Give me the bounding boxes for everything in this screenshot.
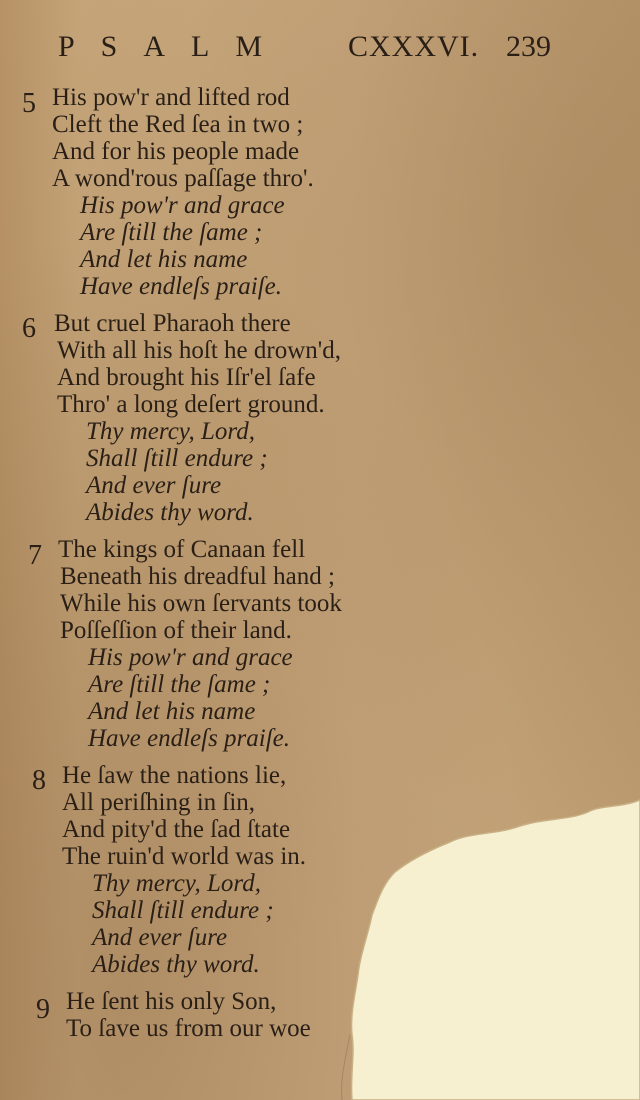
verse-line: To ſave us from our woe: [66, 1015, 311, 1042]
verse-number: 7: [28, 540, 42, 571]
verse-number: 5: [22, 88, 36, 119]
refrain-line: Thy mercy, Lord,: [86, 418, 255, 445]
verse-line: All periſhing in ſin,: [62, 789, 256, 816]
refrain-line: And let his name: [88, 698, 256, 725]
verse-line: Cleft the Red ſea in two ;: [52, 111, 304, 138]
page-header: [58, 30, 550, 66]
verse-number: 9: [36, 994, 50, 1025]
refrain-line: Are ſtill the ſame ;: [80, 219, 263, 246]
refrain-line: Have endleſs praiſe.: [88, 725, 291, 752]
verse-line: The kings of Canaan fell: [58, 536, 306, 563]
refrain-line: His pow'r and grace: [80, 192, 285, 219]
verse-line: The ruin'd world was in.: [62, 843, 307, 870]
refrain-line: Have endleſs praiſe.: [80, 273, 283, 300]
refrain-line: Shall ſtill endure ;: [86, 445, 268, 472]
verse-line: He ſent his only Son,: [66, 988, 277, 1015]
verse-line: He ſaw the nations lie,: [62, 762, 287, 789]
running-head: PSALM: [58, 30, 289, 63]
verse-line: And pity'd the ſad ſtate: [62, 816, 291, 843]
verse-line: Poſſeſſion of their land.: [60, 617, 292, 644]
verse-number: 6: [22, 313, 36, 344]
refrain-line: Abides thy word.: [86, 499, 254, 526]
page-number: 239: [506, 30, 551, 63]
refrain-line: And ever ſure: [92, 924, 228, 951]
refrain-line: His pow'r and grace: [88, 644, 293, 671]
refrain-line: And let his name: [80, 246, 248, 273]
refrain-line: Thy mercy, Lord,: [92, 870, 261, 897]
verse-line: A wond'rous paſſage thro'.: [52, 165, 314, 192]
verse-line: With all his hoſt he drown'd,: [57, 337, 342, 364]
refrain-line: Are ſtill the ſame ;: [88, 671, 271, 698]
verse-number: 8: [32, 765, 46, 796]
verse-line: And for his people made: [52, 138, 300, 165]
refrain-line: And ever ſure: [86, 472, 222, 499]
verse-line: Beneath his dreadful hand ;: [60, 563, 335, 590]
verse-line: While his own ſervants took: [60, 590, 342, 617]
verse-line: Thro' a long deſert ground.: [57, 391, 325, 418]
verse-line: And brought his Iſr'el ſafe: [57, 364, 316, 391]
verse-line: His pow'r and lifted rod: [52, 84, 290, 111]
psalm-number: CXXXVI.: [348, 30, 480, 63]
refrain-line: Shall ſtill endure ;: [92, 897, 274, 924]
refrain-line: Abides thy word.: [92, 951, 260, 978]
verse-line: But cruel Pharaoh there: [54, 310, 291, 337]
